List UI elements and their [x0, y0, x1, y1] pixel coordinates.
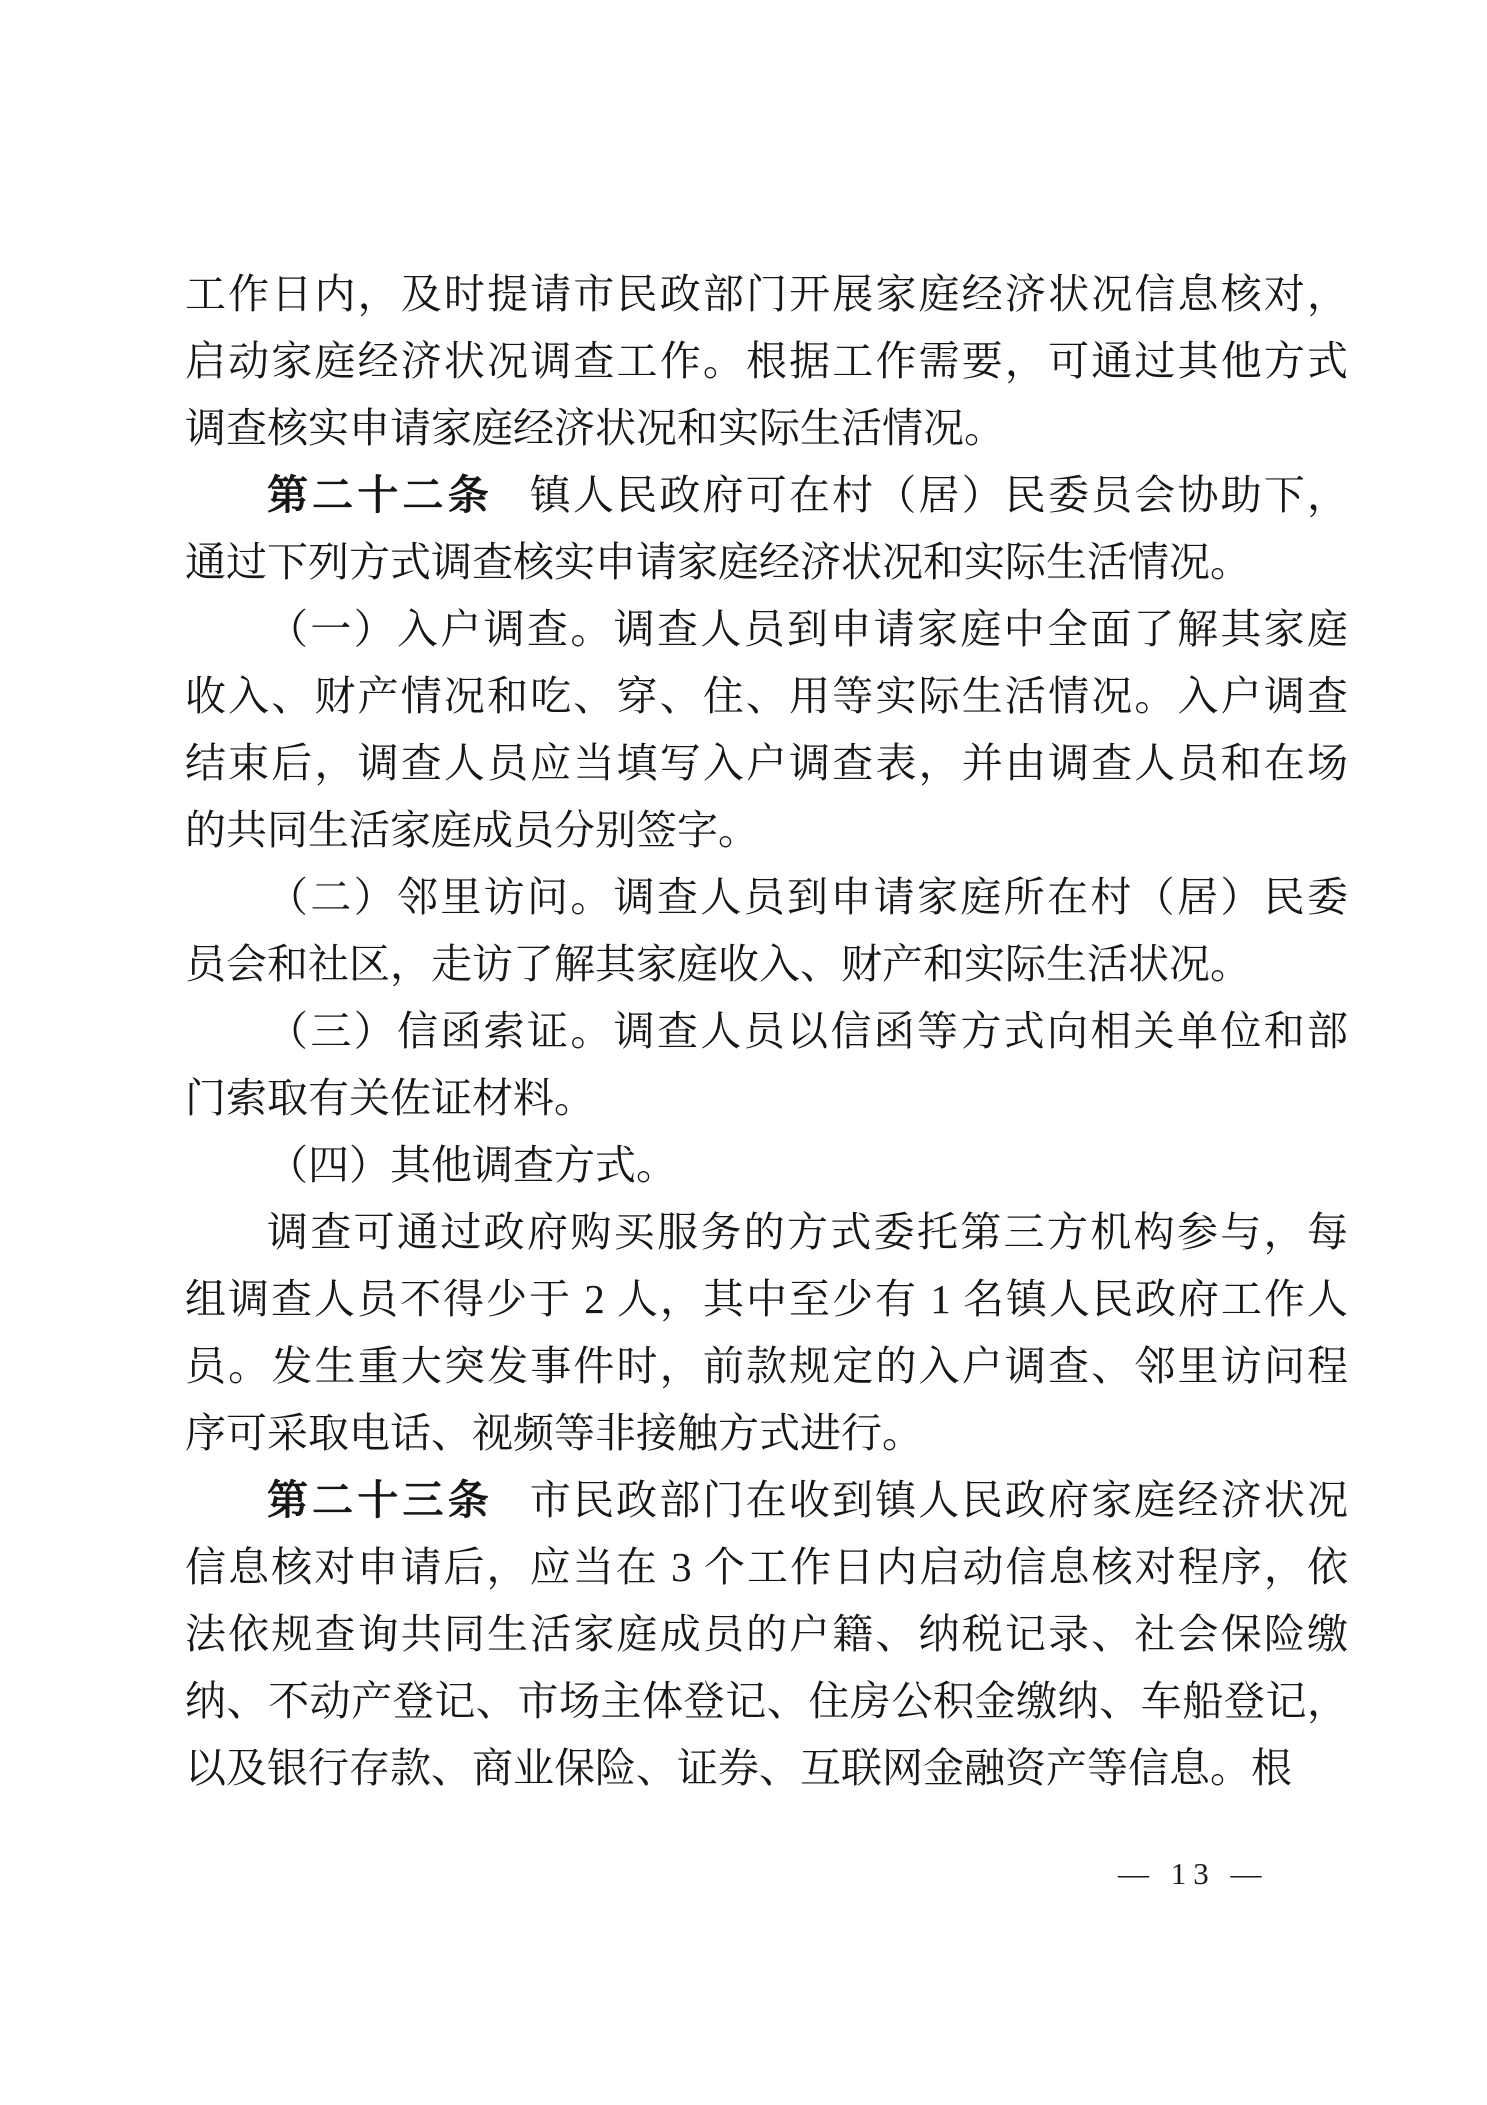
text-line: 信息核对申请后，应当在 3 个工作日内启动信息核对程序，依 [185, 1544, 1348, 1590]
text-line: 调查核实申请家庭经济状况和实际生活情况。 [185, 405, 1005, 451]
text-line-item-1: （一）入户调查。调查人员到申请家庭中全面了解其家庭 [267, 606, 1348, 652]
text-line-article-23 [185, 1467, 1348, 1534]
text-line: 纳、不动产登记、市场主体登记、住房公积金缴纳、车船登记， [185, 1678, 1348, 1724]
page-number: — 13 — [1118, 1856, 1269, 1891]
text-line-item-2: （二）邻里访问。调查人员到申请家庭所在村（居）民委 [267, 874, 1348, 920]
text-line-item-4: （四）其他调查方式。 [267, 1142, 677, 1188]
text-line: 启动家庭经济状况调查工作。根据工作需要，可通过其他方式 [185, 338, 1348, 384]
article-number: 第二十二条 [267, 472, 493, 518]
document-body [185, 261, 1348, 1802]
text-line: 通过下列方式调查核实申请家庭经济状况和实际生活情况。 [185, 539, 1251, 585]
text-line: 法依规查询共同生活家庭成员的户籍、纳税记录、社会保险缴 [185, 1611, 1348, 1657]
text-line: 的共同生活家庭成员分别签字。 [185, 807, 759, 853]
text-line: 调查可通过政府购买服务的方式委托第三方机构参与，每 [267, 1209, 1348, 1255]
article-number: 第二十三条 [267, 1477, 493, 1523]
text-line: 收入、财产情况和吃、穿、住、用等实际生活情况。入户调查 [185, 673, 1348, 719]
text-line: 门索取有关佐证材料。 [185, 1075, 595, 1121]
text-line: 结束后，调查人员应当填写入户调查表，并由调查人员和在场 [185, 740, 1348, 786]
text-line-item-3: （三）信函索证。调查人员以信函等方式向相关单位和部 [267, 1008, 1348, 1054]
line-text: 市民政部门在收到镇人民政府家庭经济状况 [529, 1477, 1349, 1523]
line-text: 镇人民政府可在村（居）民委员会协助下， [529, 472, 1349, 518]
text-line: 员。发生重大突发事件时，前款规定的入户调查、邻里访问程 [185, 1343, 1348, 1389]
text-line: 员会和社区，走访了解其家庭收入、财产和实际生活状况。 [185, 941, 1251, 987]
text-line-article-22 [185, 462, 1348, 529]
text-line: 序可采取电话、视频等非接触方式进行。 [185, 1410, 923, 1456]
text-line: 工作日内，及时提请市民政部门开展家庭经济状况信息核对， [185, 271, 1348, 317]
text-line: 以及银行存款、商业保险、证券、互联网金融资产等信息。根 [185, 1745, 1292, 1791]
text-line: 组调查人员不得少于 2 人，其中至少有 1 名镇人民政府工作人 [185, 1276, 1348, 1322]
